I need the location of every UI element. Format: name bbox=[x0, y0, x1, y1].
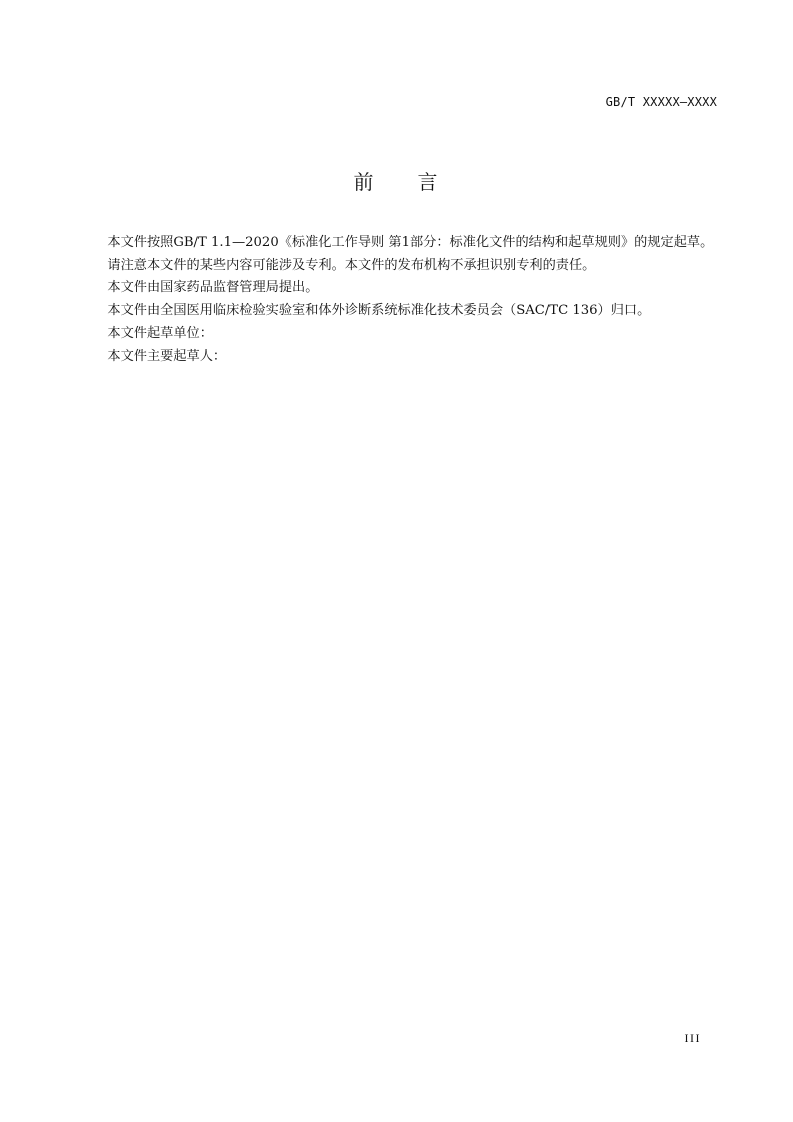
paragraph-drafting-rules: 本文件按照GB/T 1.1—2020《标准化工作导则 第1部分：标准化文件的结构和起草规则》的规定起草。 bbox=[107, 235, 714, 250]
paragraph-drafting-units: 本文件起草单位： bbox=[107, 325, 213, 341]
page-number: III bbox=[684, 1031, 701, 1045]
page-title-char-2: 言 bbox=[417, 170, 440, 194]
page-title bbox=[0, 166, 793, 195]
paragraph-proposer: 本文件由国家药品监督管理局提出。 bbox=[107, 280, 319, 296]
standard-number: GB/T XXXXX—XXXX bbox=[605, 95, 717, 109]
page-title-char-1: 前 bbox=[353, 170, 376, 194]
foreword-body bbox=[81, 232, 723, 368]
paragraph-patent-notice: 请注意本文件的某些内容可能涉及专利。本文件的发布机构不承担识别专利的责任。 bbox=[107, 257, 596, 273]
paragraph-technical-committee: 本文件由全国医用临床检验实验室和体外诊断系统标准化技术委员会（SAC/TC 136）归口。 bbox=[107, 303, 651, 319]
paragraph-main-drafters: 本文件主要起草人： bbox=[107, 348, 227, 364]
